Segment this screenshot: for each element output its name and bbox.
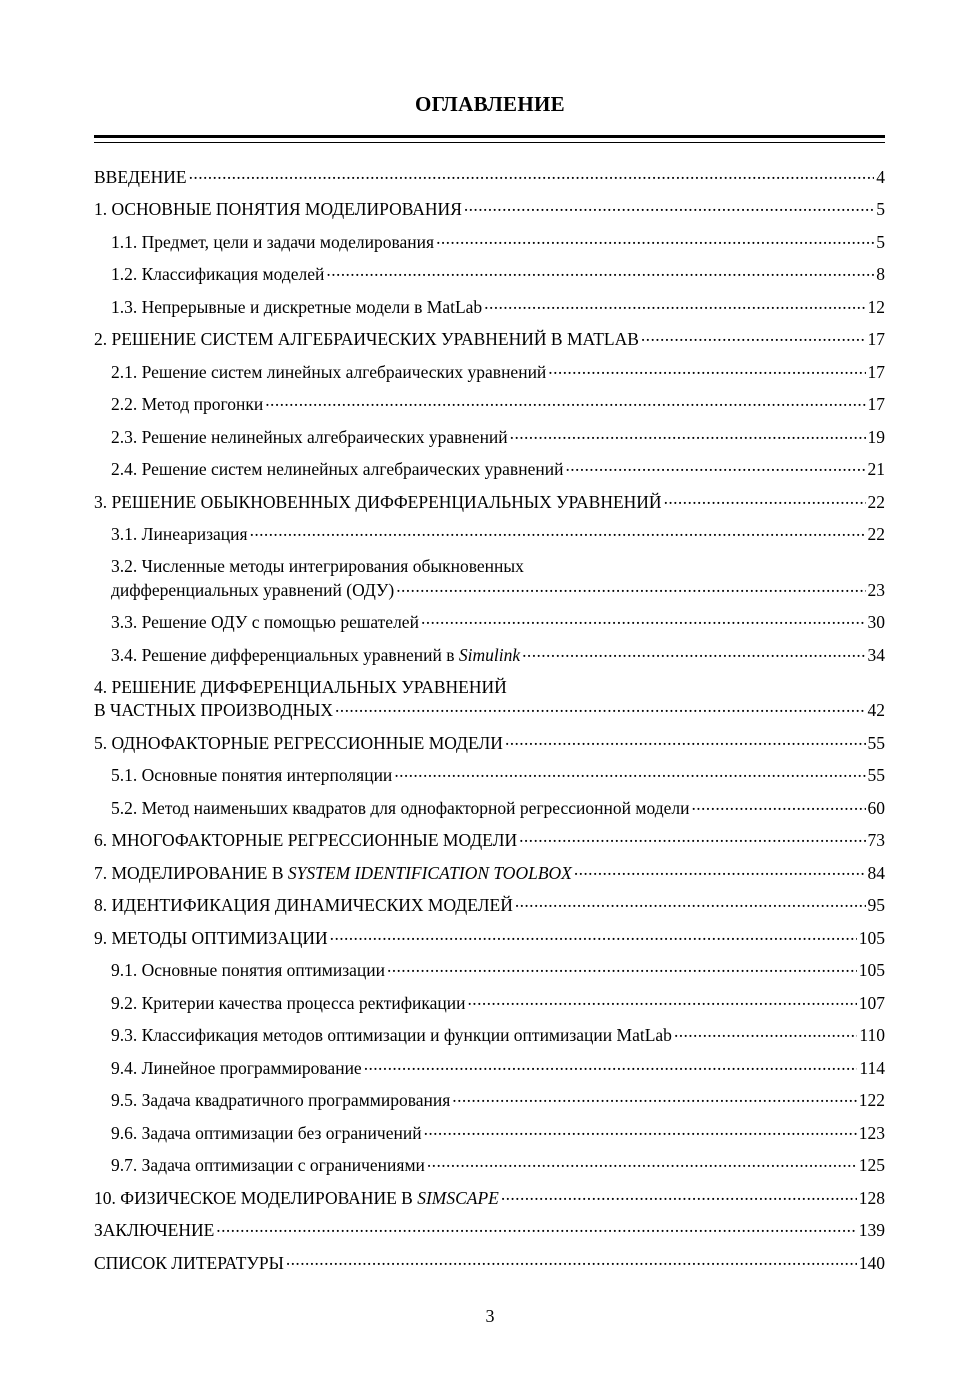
toc-entry[interactable] [94,1056,885,1080]
toc-entry-title: 8. ИДЕНТИФИКАЦИЯ ДИНАМИЧЕСКИХ МОДЕЛЕЙ [94,895,513,915]
toc-entry-title: 3. РЕШЕНИЕ ОБЫКНОВЕННЫХ ДИФФЕРЕНЦИАЛЬНЫХ УРАВНЕНИЙ [94,491,662,512]
toc-entry-title-line2: дифференциальных уравнений (ОДУ) [111,579,395,600]
toc-entry[interactable] [94,1154,885,1178]
toc-entry-title: 2.4. Решение систем нелинейных алгебраических уравнений [111,459,564,479]
toc-page-number: 5 [876,231,885,252]
toc-page-number: 17 [867,394,885,414]
toc-entry[interactable] [94,1186,885,1210]
toc-entry-title-line1: 3.2. Численные методы интегрирования обыкновенных [111,556,524,576]
toc-entry[interactable] [94,360,885,384]
leader-dots [484,295,865,313]
toc-page-number: 95 [867,895,885,915]
leader-dots [396,578,865,596]
toc-entry[interactable] [94,1089,885,1113]
toc-page-number: 34 [867,644,885,665]
leader-dots [664,490,866,508]
toc-entry-title: 9.4. Линейное программирование [111,1057,362,1078]
toc-entry[interactable] [94,611,885,635]
page-number: 3 [485,1306,495,1326]
toc-page-number: 139 [858,1220,885,1240]
toc-entry[interactable] [94,926,885,950]
toc-page-number: 55 [867,732,885,753]
toc-entry-title: СПИСОК ЛИТЕРАТУРЫ [94,1252,284,1273]
toc-entry-title: 10. ФИЗИЧЕСКОЕ МОДЕЛИРОВАНИЕ В SIMSCAPE [94,1187,499,1208]
leader-dots [265,393,865,411]
leader-dots [452,1089,856,1107]
toc-entry-title: 5.2. Метод наименьших квадратов для однофакторной регрессионной модели [111,797,690,818]
toc-entry-title: 2. РЕШЕНИЕ СИСТЕМ АЛГЕБРАИЧЕСКИХ УРАВНЕНИЙ В MATLAB [94,329,639,349]
table-of-contents [94,165,885,1284]
toc-entry[interactable] [94,263,885,287]
toc-page-number: 123 [858,1122,885,1143]
toc-entry[interactable] [94,295,885,319]
toc-entry-title: ЗАКЛЮЧЕНИЕ [94,1220,215,1240]
leader-dots [548,360,865,378]
toc-entry-title: 9.1. Основные понятия оптимизации [111,960,385,980]
toc-page-number: 107 [858,992,885,1013]
leader-dots [436,230,874,248]
toc-entry[interactable] [94,829,885,853]
toc-page-number: 73 [867,830,885,850]
toc-entry[interactable] [94,523,885,547]
toc-entry-title: 6. МНОГОФАКТОРНЫЕ РЕГРЕССИОННЫЕ МОДЕЛИ [94,830,518,850]
leader-dots [464,198,874,216]
toc-entry[interactable] [94,764,885,788]
toc-page-number: 30 [867,612,885,632]
leader-dots [286,1251,857,1269]
leader-dots [387,959,857,977]
toc-entry-title: ВВЕДЕНИЕ [94,166,187,187]
toc-entry[interactable] [94,425,885,449]
toc-entry-italic: SIMSCAPE [417,1187,499,1208]
toc-entry[interactable] [94,959,885,983]
leader-dots [501,1186,857,1204]
toc-page-number: 60 [867,797,885,818]
toc-page-number: 105 [858,927,885,948]
leader-dots [510,425,866,443]
leader-dots [421,611,866,629]
toc-entry[interactable] [94,555,885,602]
toc-entry-title: 9.2. Критерии качества процесса ректификации [111,992,466,1013]
toc-page-number: 42 [867,700,885,720]
toc-entry-title: 1. ОСНОВНЫЕ ПОНЯТИЯ МОДЕЛИРОВАНИЯ [94,199,462,219]
toc-page-number: 5 [876,199,885,219]
toc-entry[interactable] [94,393,885,417]
toc-entry-title: 3.1. Линеаризация [111,524,248,544]
toc-entry-italic: SYSTEM IDENTIFICATION TOOLBOX [287,862,572,883]
leader-dots [189,165,875,183]
leader-dots [250,523,866,541]
toc-entry[interactable] [94,1024,885,1048]
toc-page-number: 110 [859,1025,885,1045]
toc-page-number: 4 [876,166,885,187]
toc-entry[interactable] [94,796,885,820]
leader-dots [519,829,865,847]
toc-page-number: 22 [867,491,885,512]
toc-entry[interactable] [94,230,885,254]
leader-dots [565,458,865,476]
leader-dots [574,861,866,879]
toc-entry[interactable] [94,861,885,885]
toc-entry[interactable] [94,643,885,667]
toc-entry[interactable] [94,1121,885,1145]
leader-dots [335,699,865,717]
toc-entry-title: 9. МЕТОДЫ ОПТИМИЗАЦИИ [94,927,328,948]
toc-entry[interactable] [94,490,885,514]
toc-entry-title: 1.2. Классификация моделей [111,264,325,284]
leader-dots [216,1219,856,1237]
toc-entry-title: 2.2. Метод прогонки [111,394,264,414]
leader-dots [364,1056,858,1074]
toc-entry[interactable] [94,328,885,352]
toc-entry-title-line1: 4. РЕШЕНИЕ ДИФФЕРЕНЦИАЛЬНЫХ УРАВНЕНИЙ [94,676,507,697]
toc-entry[interactable] [94,894,885,918]
toc-page-number: 17 [867,361,885,382]
leader-dots [394,764,865,782]
toc-entry[interactable] [94,731,885,755]
toc-page-number: 19 [867,426,885,447]
toc-entry-title: 5. ОДНОФАКТОРНЫЕ РЕГРЕССИОННЫЕ МОДЕЛИ [94,732,503,753]
toc-entry-title: 7. МОДЕЛИРОВАНИЕ В SYSTEM IDENTIFICATION TOOLBOX [94,862,572,883]
toc-entry[interactable] [94,458,885,482]
leader-dots [468,991,857,1009]
toc-page-number: 122 [858,1090,885,1110]
leader-dots [522,643,865,661]
toc-entry-title: 2.3. Решение нелинейных алгебраических уравнений [111,426,508,447]
toc-page-number: 125 [858,1155,885,1175]
toc-page-number: 84 [867,862,885,883]
toc-entry[interactable] [94,1251,885,1275]
toc-entry[interactable] [94,676,885,723]
toc-page-number: 12 [867,296,885,317]
toc-entry[interactable] [94,198,885,222]
toc-entry-title: 1.3. Непрерывные и дискретные модели в MatLab [111,296,483,317]
leader-dots [427,1154,857,1172]
toc-page-number: 17 [867,329,885,349]
toc-entry[interactable] [94,165,885,189]
toc-entry-title: 9.3. Классификация методов оптимизации и функции оптимизации MatLab [111,1025,672,1045]
leader-dots [326,263,874,281]
toc-page-number: 140 [858,1252,885,1273]
toc-page-number: 22 [867,524,885,544]
toc-entry-title-line2: В ЧАСТНЫХ ПРОИЗВОДНЫХ [94,700,334,720]
toc-page-number: 23 [867,579,885,600]
toc-entry-title: 5.1. Основные понятия интерполяции [111,765,393,785]
toc-entry-title: 9.7. Задача оптимизации с ограничениями [111,1155,425,1175]
toc-entry-italic: Simulink [458,644,521,665]
title-divider [94,135,885,143]
toc-page-number: 105 [858,960,885,980]
toc-entry-title: 3.4. Решение дифференциальных уравнений в Simulink [111,644,521,665]
leader-dots [674,1024,857,1042]
leader-dots [505,731,866,749]
toc-entry[interactable] [94,1219,885,1243]
toc-entry-title: 9.6. Задача оптимизации без ограничений [111,1122,422,1143]
toc-page-number: 55 [867,765,885,785]
leader-dots [424,1121,857,1139]
leader-dots [691,796,865,814]
toc-entry-title: 3.3. Решение ОДУ с помощью решателей [111,612,419,632]
page-title: ОГЛАВЛЕНИЕ [415,92,565,116]
toc-page-number: 21 [867,459,885,479]
toc-page-number: 114 [859,1057,885,1078]
toc-page-number: 8 [876,264,885,284]
leader-dots [515,894,866,912]
toc-entry-title: 2.1. Решение систем линейных алгебраических уравнений [111,361,547,382]
leader-dots [330,926,857,944]
leader-dots [641,328,866,346]
toc-entry-title: 1.1. Предмет, цели и задачи моделирования [111,231,435,252]
toc-entry-title: 9.5. Задача квадратичного программирования [111,1090,451,1110]
toc-page-number: 128 [858,1187,885,1208]
toc-entry[interactable] [94,991,885,1015]
